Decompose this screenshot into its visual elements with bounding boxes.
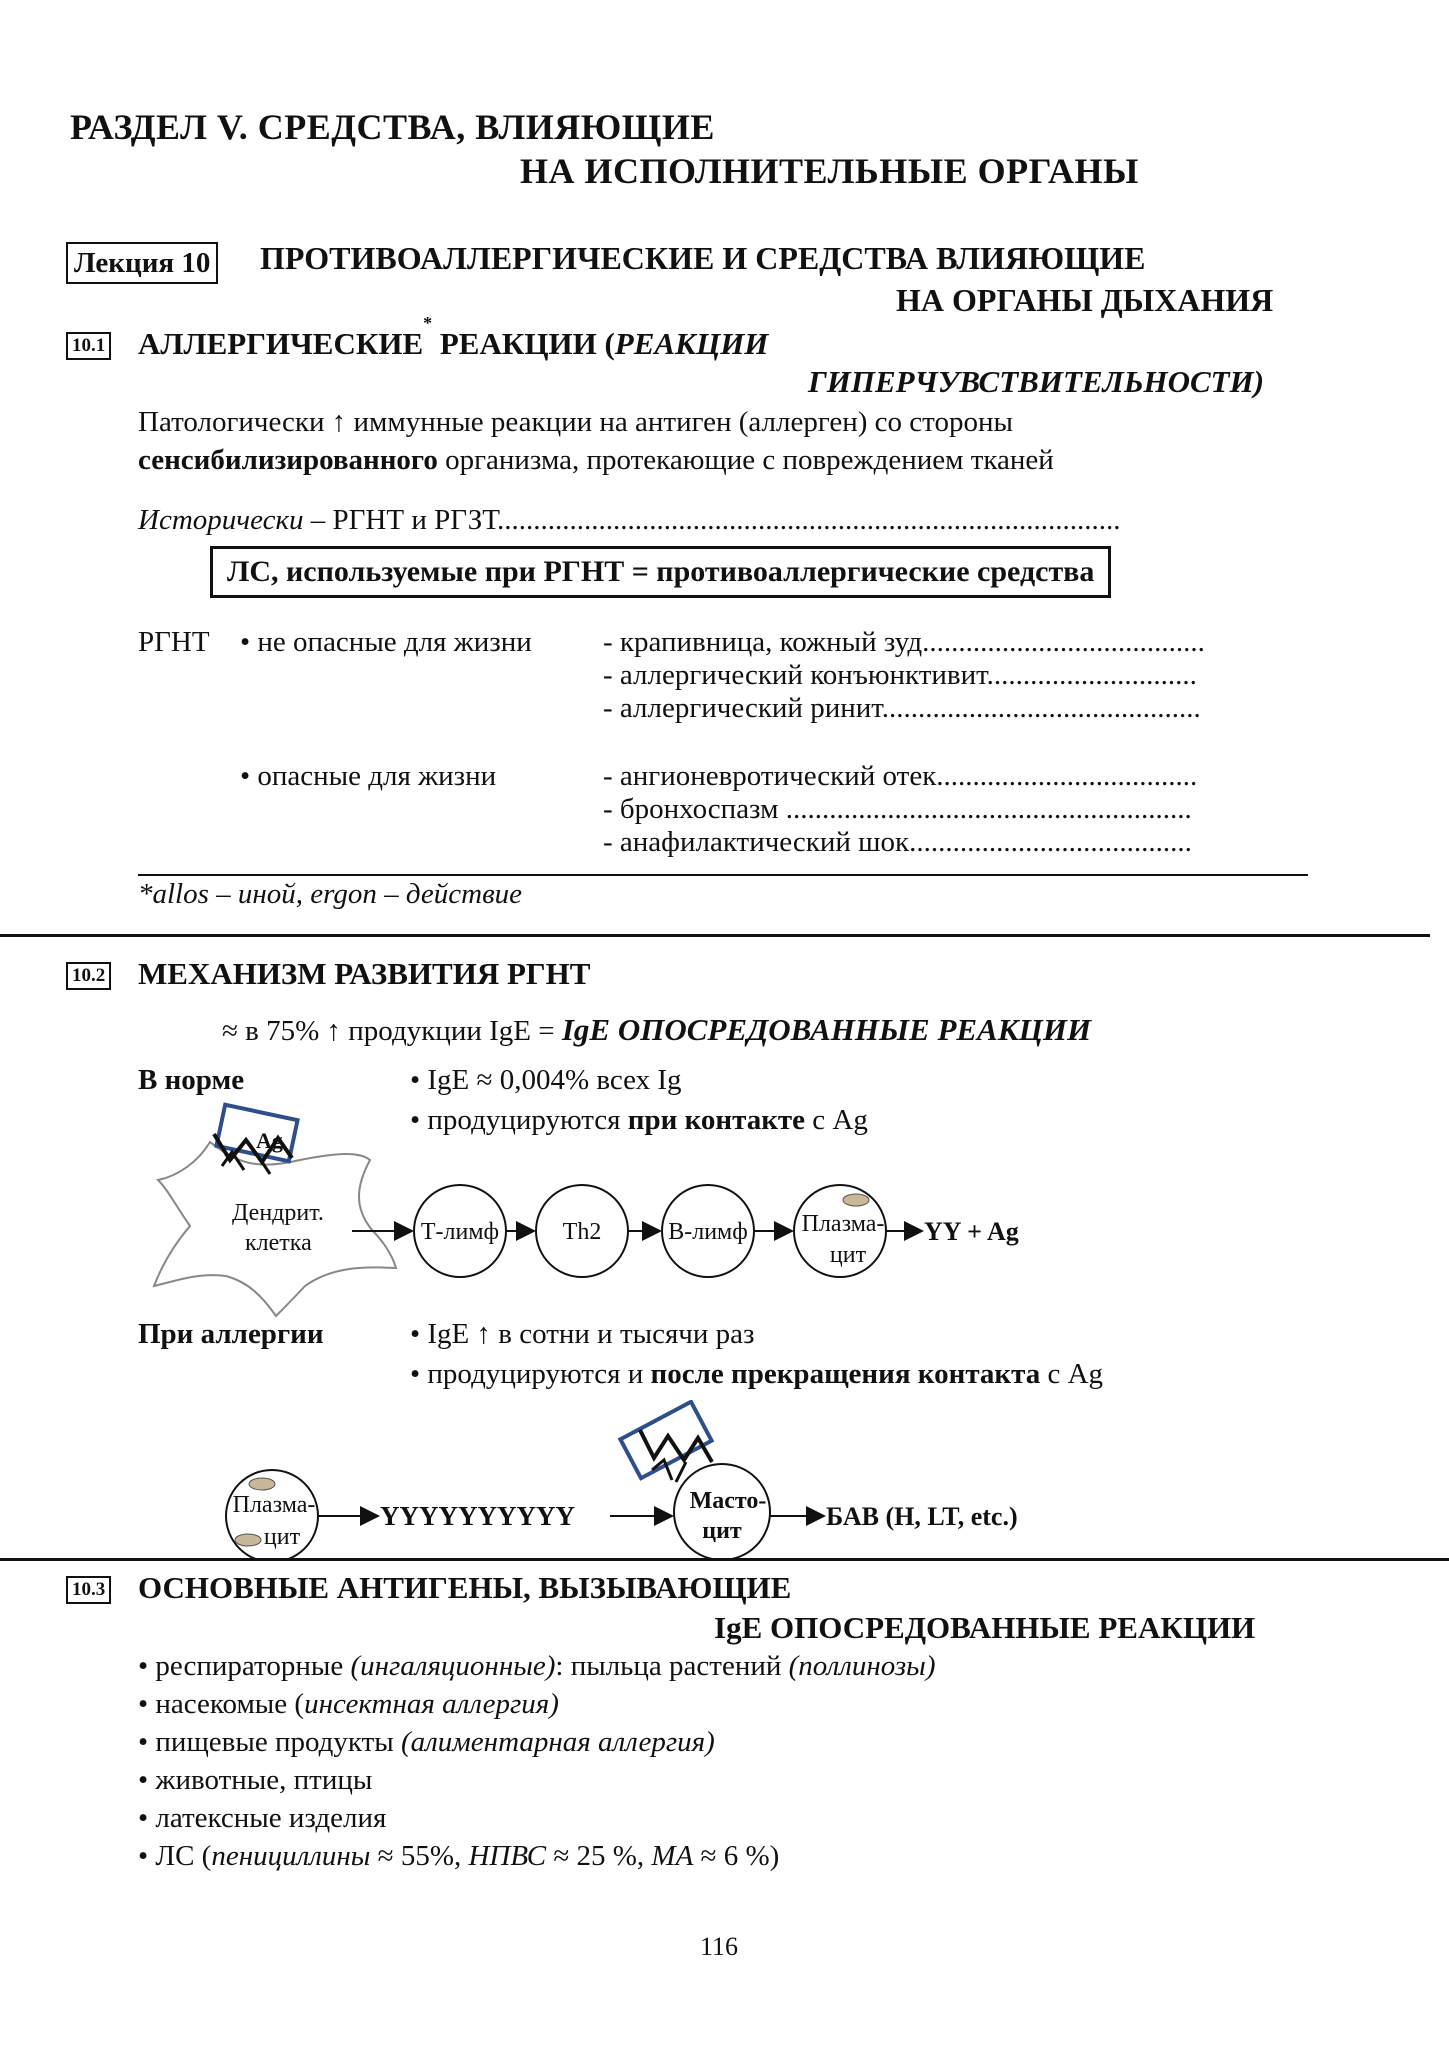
allergy-label: При аллергии <box>138 1318 324 1350</box>
section-10-3-title-line1: ОСНОВНЫЕ АНТИГЕНЫ, ВЫЗЫВАЮЩИЕ <box>138 1570 792 1605</box>
norm-pathway-diagram <box>0 1090 1449 1320</box>
plasma-label-1: Плазма- <box>801 1211 885 1237</box>
antigen-item-4: • животные, птицы <box>138 1764 373 1796</box>
section-number-10-2: 10.2 <box>66 962 111 990</box>
historical-line: Исторически – РГНТ и РГЗТ...................................................................................... <box>138 504 1121 536</box>
antigen-label: Ag <box>256 1128 283 1153</box>
group2-label: • опасные для жизни <box>240 760 497 792</box>
lecture-title-line1: ПРОТИВОАЛЛЕРГИЧЕСКИЕ И СРЕДСТВА ВЛИЯЮЩИЕ <box>260 240 1146 276</box>
section-title-line2: НА ИСПОЛНИТЕЛЬНЫЕ ОРГАНЫ <box>520 151 1139 191</box>
ige-many-label: YYYYYYYYYY <box>380 1501 575 1531</box>
granule-icon <box>249 1478 275 1490</box>
divider <box>0 934 1430 937</box>
list-item: - аллергический ринит............................................ <box>603 692 1201 724</box>
allergy-bullet-1: • IgE ↑ в сотни и тысячи раз <box>410 1318 755 1350</box>
granule-icon <box>235 1534 261 1546</box>
page-number: 116 <box>700 1932 739 1961</box>
section-10-2-title: МЕХАНИЗМ РАЗВИТИЯ РГНТ <box>138 956 591 991</box>
list-item: - ангионевротический отек.................................... <box>603 760 1198 792</box>
antigen-item-2: • насекомые (инсектная аллергия) <box>138 1688 559 1720</box>
norm-bullet-2: • продуцируются при контакте с Ag <box>410 1104 868 1136</box>
dendrit-label-1: Дендрит. <box>232 1200 324 1226</box>
section-10-1-title-line2: ГИПЕРЧУВСТВИТЕЛЬНОСТИ) <box>808 364 1265 399</box>
list-item: - бронхоспазм ........................................................ <box>603 793 1192 825</box>
antigen-item-5: • латексные изделия <box>138 1802 387 1834</box>
node-th2-label: Th2 <box>562 1219 602 1245</box>
norm-label: В норме <box>138 1064 245 1096</box>
section-10-3-title-line2: IgE ОПОСРЕДОВАННЫЕ РЕАКЦИИ <box>714 1610 1256 1645</box>
footnote-rule <box>138 874 1308 876</box>
norm-bullet-1: • IgE ≈ 0,004% всех Ig <box>410 1064 682 1096</box>
group1-label: • не опасные для жизни <box>240 626 532 658</box>
list-item: - аллергический конъюнктивит............................. <box>603 659 1197 691</box>
antigen-item-6: • ЛС (пенициллины ≈ 55%, НПВС ≈ 25 %, МА ≈ 6 %) <box>138 1840 780 1872</box>
group1-list <box>603 626 1205 725</box>
node-b-lymph-label: В-лимф <box>668 1219 748 1245</box>
ige-stat: ≈ в 75% ↑ продукции IgE = IgE ОПОСРЕДОВАННЫЕ РЕАКЦИИ <box>222 1012 1092 1047</box>
ls-box: ЛС, используемые при РГНТ = противоаллергические средства <box>210 546 1111 598</box>
lecture-badge: Лекция 10 <box>66 242 218 284</box>
footnote: *allos – иной, ergon – действие <box>138 878 523 910</box>
divider <box>0 1558 1449 1561</box>
plasma-label-2: цит <box>829 1242 867 1268</box>
masto-label-2: цит <box>702 1518 742 1544</box>
section-title-line1: РАЗДЕЛ V. СРЕДСТВА, ВЛИЯЮЩИЕ <box>70 107 715 147</box>
group2-list <box>603 760 1197 859</box>
plasma-allergy-label-1: Плазма- <box>232 1492 316 1518</box>
definition-line1: Патологически ↑ иммунные реакции на антиген (аллерген) со стороны <box>138 406 1013 438</box>
allergy-pathway-diagram <box>0 1400 1449 1560</box>
dendrit-label-2: клетка <box>245 1230 312 1256</box>
yy-ag-label: YY + Ag <box>924 1217 1019 1246</box>
list-item: - анафилактический шок....................................... <box>603 826 1192 858</box>
granule-icon <box>843 1194 869 1206</box>
plasma-allergy-label-2: цит <box>263 1524 301 1550</box>
section-number-10-1: 10.1 <box>66 332 111 360</box>
masto-label-1: Масто- <box>689 1488 767 1514</box>
allergy-bullet-2: • продуцируются и после прекращения контакта с Ag <box>410 1358 1104 1390</box>
section-number-10-3: 10.3 <box>66 1576 111 1604</box>
dendritic-cell-shape <box>154 1142 396 1316</box>
bav-label: БАВ (H, LT, etc.) <box>826 1502 1018 1531</box>
list-item: - крапивница, кожный зуд....................................... <box>603 626 1205 658</box>
definition-line2: сенсибилизированного организма, протекающие с повреждением тканей <box>138 444 1054 476</box>
node-t-lymph-label: Т-лимф <box>420 1219 500 1245</box>
antigen-item-1: • респираторные (ингаляционные): пыльца растений (поллинозы) <box>138 1650 936 1682</box>
rgnt-label: РГНТ <box>138 626 210 658</box>
lecture-title-line2: НА ОРГАНЫ ДЫХАНИЯ <box>896 282 1274 318</box>
antigen-item-3: • пищевые продукты (алиментарная аллергия) <box>138 1726 715 1758</box>
section-10-1-title: АЛЛЕРГИЧЕСКИЕ* РЕАКЦИИ (РЕАКЦИИ <box>138 312 769 361</box>
